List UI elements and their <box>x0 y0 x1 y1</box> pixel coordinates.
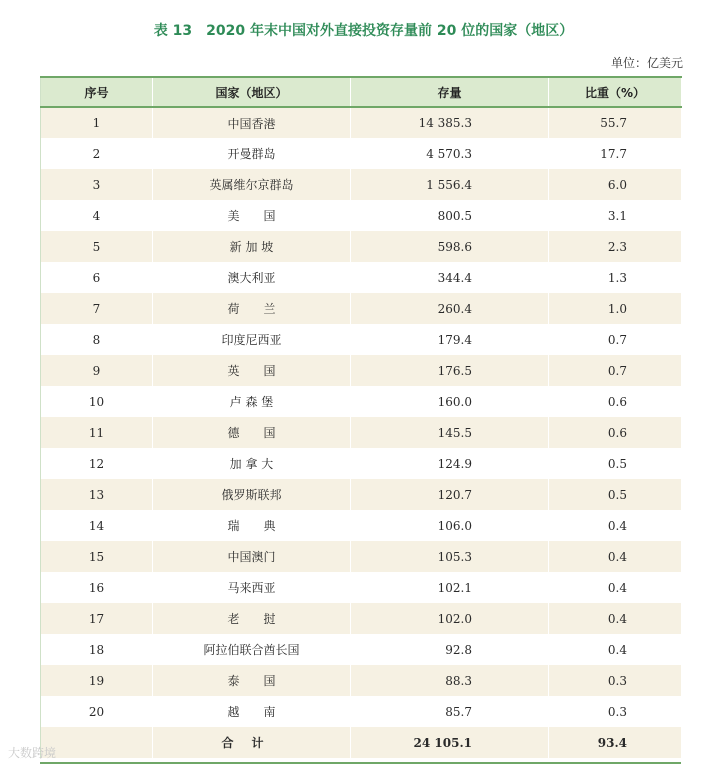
cell-stock: 102.1 <box>351 572 549 603</box>
cell-ratio: 0.4 <box>549 541 682 572</box>
cell-stock: 85.7 <box>351 696 549 727</box>
table-row <box>41 665 682 696</box>
cell-no: 16 <box>41 572 153 603</box>
cell-country: 中国澳门 <box>153 541 351 572</box>
table-row <box>41 262 682 293</box>
cell-country: 开曼群岛 <box>153 138 351 169</box>
cell-no: 2 <box>41 138 153 169</box>
unit-label: 单位：亿美元 <box>610 56 683 70</box>
table-row <box>41 696 682 727</box>
cell-stock: 120.7 <box>351 479 549 510</box>
cell-stock: 124.9 <box>351 448 549 479</box>
cell-stock: 1 556.4 <box>351 169 549 200</box>
cell-country: 老 挝 <box>153 603 351 634</box>
cell-country: 泰 国 <box>153 665 351 696</box>
cell-stock: 4 570.3 <box>351 138 549 169</box>
cell-country: 卢 森 堡 <box>153 386 351 417</box>
cell-ratio: 0.7 <box>549 355 682 386</box>
cell-no: 1 <box>41 107 153 138</box>
cell-stock: 176.5 <box>351 355 549 386</box>
cell-ratio: 17.7 <box>549 138 682 169</box>
table-bottom-rule <box>40 762 681 764</box>
cell-no: 13 <box>41 479 153 510</box>
table-row <box>41 324 682 355</box>
cell-total-ratio: 93.4 <box>549 727 682 758</box>
cell-country: 中国香港 <box>153 107 351 138</box>
cell-stock: 598.6 <box>351 231 549 262</box>
cell-ratio: 0.6 <box>549 417 682 448</box>
cell-total-label <box>153 727 351 758</box>
cell-country: 英 国 <box>153 355 351 386</box>
table-body <box>41 107 682 758</box>
cell-no: 10 <box>41 386 153 417</box>
cell-ratio: 1.3 <box>549 262 682 293</box>
cell-ratio: 0.5 <box>549 479 682 510</box>
cell-no: 9 <box>41 355 153 386</box>
cell-country: 俄罗斯联邦 <box>153 479 351 510</box>
table-row <box>41 541 682 572</box>
table-row <box>41 510 682 541</box>
cell-no: 18 <box>41 634 153 665</box>
cell-country: 荷 兰 <box>153 293 351 324</box>
table-row <box>41 448 682 479</box>
cell-stock: 102.0 <box>351 603 549 634</box>
table-row <box>41 634 682 665</box>
cell-stock: 160.0 <box>351 386 549 417</box>
cell-country: 德 国 <box>153 417 351 448</box>
cell-no: 3 <box>41 169 153 200</box>
table-title: 表 13 2020 年末中国对外直接投资存量前 20 位的国家（地区） <box>153 23 574 39</box>
cell-ratio: 1.0 <box>549 293 682 324</box>
cell-no: 14 <box>41 510 153 541</box>
header-row <box>41 77 682 107</box>
cell-country: 新 加 坡 <box>153 231 351 262</box>
cell-stock: 88.3 <box>351 665 549 696</box>
cell-stock: 92.8 <box>351 634 549 665</box>
cell-ratio: 0.4 <box>549 603 682 634</box>
watermark-text: 大数跨境 <box>8 746 57 760</box>
total-row <box>41 727 682 758</box>
cell-country: 英属维尔京群岛 <box>153 169 351 200</box>
cell-no: 11 <box>41 417 153 448</box>
cell-ratio: 0.4 <box>549 572 682 603</box>
header-country: 国家（地区） <box>153 77 351 107</box>
header-stock: 存量 <box>351 77 549 107</box>
cell-no: 12 <box>41 448 153 479</box>
cell-stock: 14 385.3 <box>351 107 549 138</box>
cell-total-stock: 24 105.1 <box>351 727 549 758</box>
cell-no: 4 <box>41 200 153 231</box>
table-row <box>41 572 682 603</box>
cell-no: 7 <box>41 293 153 324</box>
table-row <box>41 169 682 200</box>
cell-country: 加 拿 大 <box>153 448 351 479</box>
investment-table <box>40 76 682 758</box>
cell-ratio: 0.5 <box>549 448 682 479</box>
cell-stock: 800.5 <box>351 200 549 231</box>
table-row <box>41 200 682 231</box>
table-row <box>41 138 682 169</box>
header-no: 序号 <box>41 77 153 107</box>
cell-ratio: 0.6 <box>549 386 682 417</box>
cell-stock: 145.5 <box>351 417 549 448</box>
cell-country: 阿拉伯联合酋长国 <box>153 634 351 665</box>
cell-country: 澳大利亚 <box>153 262 351 293</box>
cell-total-empty <box>41 727 153 758</box>
cell-ratio: 3.1 <box>549 200 682 231</box>
table-row <box>41 355 682 386</box>
table-row <box>41 231 682 262</box>
cell-no: 6 <box>41 262 153 293</box>
cell-ratio: 0.3 <box>549 665 682 696</box>
cell-no: 20 <box>41 696 153 727</box>
table-row <box>41 107 682 138</box>
header-ratio: 比重（%） <box>549 77 682 107</box>
cell-country: 美 国 <box>153 200 351 231</box>
table-row <box>41 603 682 634</box>
cell-no: 5 <box>41 231 153 262</box>
cell-country: 印度尼西亚 <box>153 324 351 355</box>
cell-country: 瑞 典 <box>153 510 351 541</box>
cell-country: 马来西亚 <box>153 572 351 603</box>
cell-country: 越 南 <box>153 696 351 727</box>
table-row <box>41 417 682 448</box>
table-row <box>41 386 682 417</box>
cell-no: 17 <box>41 603 153 634</box>
cell-stock: 105.3 <box>351 541 549 572</box>
cell-stock: 179.4 <box>351 324 549 355</box>
cell-stock: 260.4 <box>351 293 549 324</box>
cell-ratio: 2.3 <box>549 231 682 262</box>
cell-ratio: 0.4 <box>549 634 682 665</box>
cell-no: 19 <box>41 665 153 696</box>
cell-ratio: 6.0 <box>549 169 682 200</box>
cell-stock: 344.4 <box>351 262 549 293</box>
cell-ratio: 0.3 <box>549 696 682 727</box>
cell-ratio: 0.4 <box>549 510 682 541</box>
total-label: 合计 <box>221 736 282 750</box>
cell-stock: 106.0 <box>351 510 549 541</box>
cell-ratio: 55.7 <box>549 107 682 138</box>
table-row <box>41 293 682 324</box>
cell-ratio: 0.7 <box>549 324 682 355</box>
table-row <box>41 479 682 510</box>
cell-no: 8 <box>41 324 153 355</box>
cell-no: 15 <box>41 541 153 572</box>
